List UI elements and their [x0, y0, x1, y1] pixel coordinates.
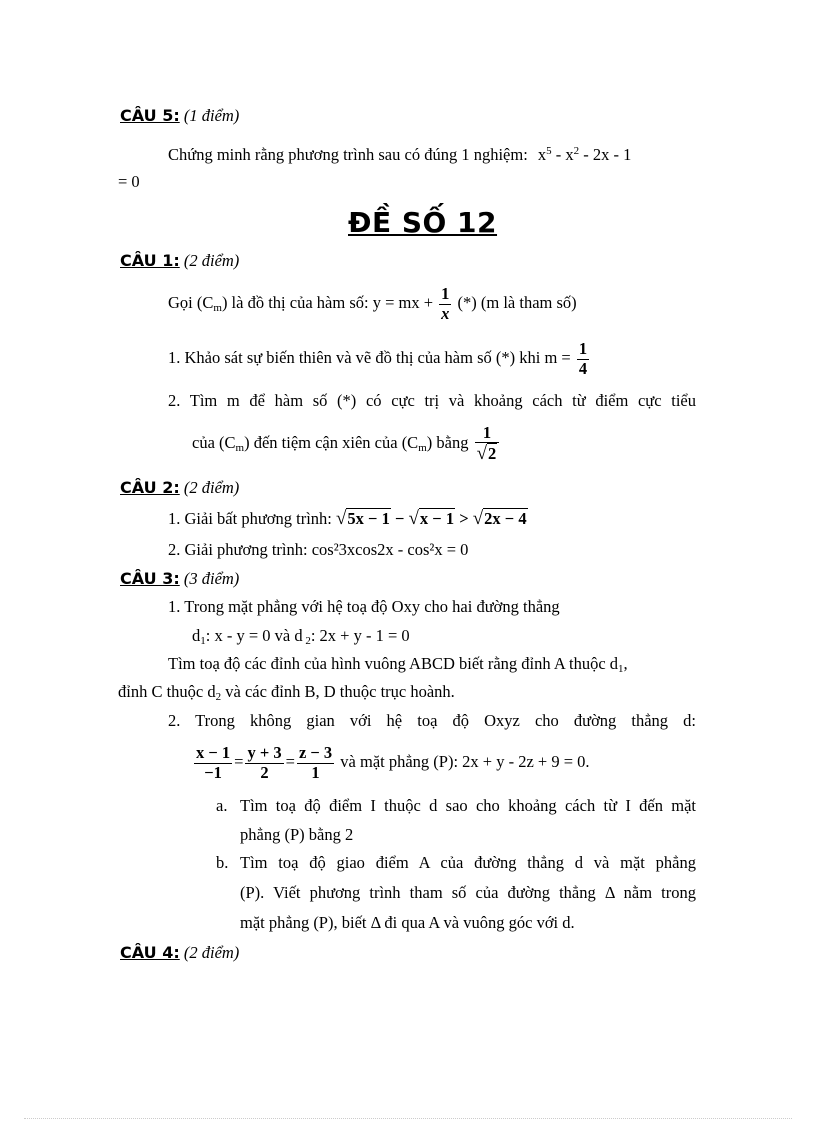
sqrt-5x-1: √5x − 1 [335, 508, 390, 529]
cau2-item2: 2. Giải phương trình: cos²3xcos2x - cos²x = 0 [168, 540, 469, 559]
sub-m: m [213, 302, 222, 314]
cau3-line-equation: $\frac{x - 1}{-1}$ = $\frac{y + 3}{2}$ = $\frac{z - 3}{1}$ và mặt phẳng (P): 2x + y - 2z + 9 = 0. [196, 743, 590, 782]
cau5-heading [120, 106, 239, 126]
frac-num: 1 [441, 284, 450, 304]
cau3-b-label: b. [216, 853, 229, 872]
cau1-item2-cont [192, 423, 501, 468]
cau2-label: CÂU 2: [120, 478, 180, 497]
cau1-item1-text: 1. Khảo sát sự biến thiên và vẽ đồ thị của hàm số (*) khi m = [168, 348, 571, 367]
item2-text-c: ) bằng [426, 433, 469, 452]
frac-den: 4 [578, 358, 588, 378]
cau1-heading [120, 251, 239, 271]
frac-den: 2 [260, 762, 269, 782]
item2-text-a: của (C [192, 433, 236, 452]
cau5-text: Chứng minh rằng phương trình sau có đúng 1 nghiệm: [168, 145, 528, 164]
cau3-points: (3 điểm) [183, 569, 240, 588]
cau4-label: CÂU 4: [120, 943, 180, 962]
cau5-label: CÂU 5: [120, 106, 180, 125]
sqrt-2x-4: √2x − 4 [472, 508, 527, 529]
sub-m: m [235, 442, 245, 454]
cau2-heading [120, 478, 239, 498]
fraction-y [245, 744, 283, 782]
cau3-para1: Tìm toạ độ các đỉnh của hình vuông ABCD biết rằng đỉnh A thuộc $d_1$, [168, 654, 628, 675]
fraction-1-over-x [439, 285, 451, 323]
d1-a: d [192, 626, 201, 645]
cau1-item2: 2. Tìm m để hàm số (*) có cực trị và khoảng cách từ điểm cực tiểu [168, 391, 696, 410]
cau1-label: CÂU 1: [120, 251, 180, 270]
radicand-1: 5x − 1 [347, 509, 390, 528]
cau1-item1 [168, 338, 591, 378]
page-title: ĐỀ SỐ 12 [348, 206, 498, 239]
para2-text: đỉnh C thuộc d [118, 682, 216, 701]
cau2-item1-text: 1. Giải bất phương trình: [168, 509, 332, 528]
frac-den: −1 [204, 762, 222, 782]
cau5-statement [168, 141, 631, 165]
cau3-para2: đỉnh C thuộc $d_2$ và các đỉnh B, D thuộc trục hoành. [118, 682, 455, 703]
sqrt-radicand: 2 [488, 444, 497, 464]
sqrt-x-1: √x − 1 [408, 508, 455, 529]
cau2-item1 [168, 509, 528, 529]
fraction-z [297, 744, 334, 782]
plane-equation: và mặt phẳng (P): 2x + y - 2z + 9 = 0. [340, 752, 590, 771]
radicand-2: x − 1 [419, 509, 455, 528]
para1-text: Tìm toạ độ các đỉnh của hình vuông ABCD biết rằng đỉnh A thuộc d [168, 654, 619, 673]
cau1-intro [168, 283, 577, 328]
cau4-points: (2 điểm) [183, 943, 240, 962]
cau1-points: (2 điểm) [183, 251, 240, 270]
cau3-a-label: a. [216, 796, 228, 815]
gt-sign: > [459, 509, 469, 528]
frac-num: 1 [475, 424, 500, 444]
frac-num: z − 3 [298, 743, 333, 763]
para2-text-b: và các đỉnh B, D thuộc trục hoành. [221, 682, 455, 701]
intro-text-c: (*) (m là tham số) [457, 293, 577, 312]
cau3-item1: 1. Trong mặt phẳng với hệ toạ độ Oxy cho hai đường thẳng [168, 597, 560, 616]
function-expr: y = mx + [372, 293, 434, 312]
fraction-1-over-sqrt2 [475, 424, 500, 465]
d1-b: : x - y = 0 và d [205, 626, 303, 645]
radicand-3: 2x − 4 [484, 509, 527, 528]
minus-sign: − [394, 509, 405, 528]
cau3-b-text3: mặt phẳng (P), biết Δ đi qua A và vuông góc với d. [240, 913, 575, 932]
cau5-eq-tail: = 0 [118, 172, 140, 191]
intro-text-a: Gọi (C [168, 293, 214, 312]
cau5-points: (1 điểm) [183, 106, 240, 125]
cau5-equation: $x^5 - x^2 - 2x - 1$ [537, 145, 632, 164]
cau3-b-text1: Tìm toạ độ giao điểm A của đường thẳng d và mặt phẳng [240, 853, 696, 872]
fraction-x [194, 744, 232, 782]
cau4-heading [120, 943, 239, 963]
cau3-a-text2: phẳng (P) bằng 2 [240, 825, 354, 844]
fraction-1-over-4 [577, 340, 589, 378]
page-bottom-divider [24, 1118, 792, 1119]
sub-m: m [418, 442, 427, 454]
cau3-label: CÂU 3: [120, 569, 180, 588]
cau3-lines-d1-d2: $d_1$: x - y = 0 và d $_2$: 2x + y - 1 = 0 [192, 626, 410, 647]
frac-den: 1 [311, 762, 320, 782]
frac-den: x [441, 303, 450, 323]
cau3-heading [120, 569, 239, 589]
intro-text-b: ) là đồ thị của hàm số: [221, 293, 369, 312]
cau3-a-text1: Tìm toạ độ điểm I thuộc d sao cho khoảng cách từ I đến mặt [240, 796, 696, 815]
cau3-b-text2: (P). Viết phương trình tham số của đường thẳng Δ nằm trong [240, 883, 696, 902]
frac-num: 1 [578, 339, 588, 359]
cau2-points: (2 điểm) [183, 478, 240, 497]
d2-c: : 2x + y - 1 = 0 [310, 626, 410, 645]
cau3-item2: 2. Trong không gian với hệ toạ độ Oxyz cho đường thẳng d: [168, 711, 696, 730]
frac-num: x − 1 [196, 743, 231, 763]
item2-text-b: ) đến tiệm cận xiên của (C [244, 433, 419, 452]
frac-num: y + 3 [247, 743, 282, 763]
frac-den: √2 [476, 443, 497, 465]
